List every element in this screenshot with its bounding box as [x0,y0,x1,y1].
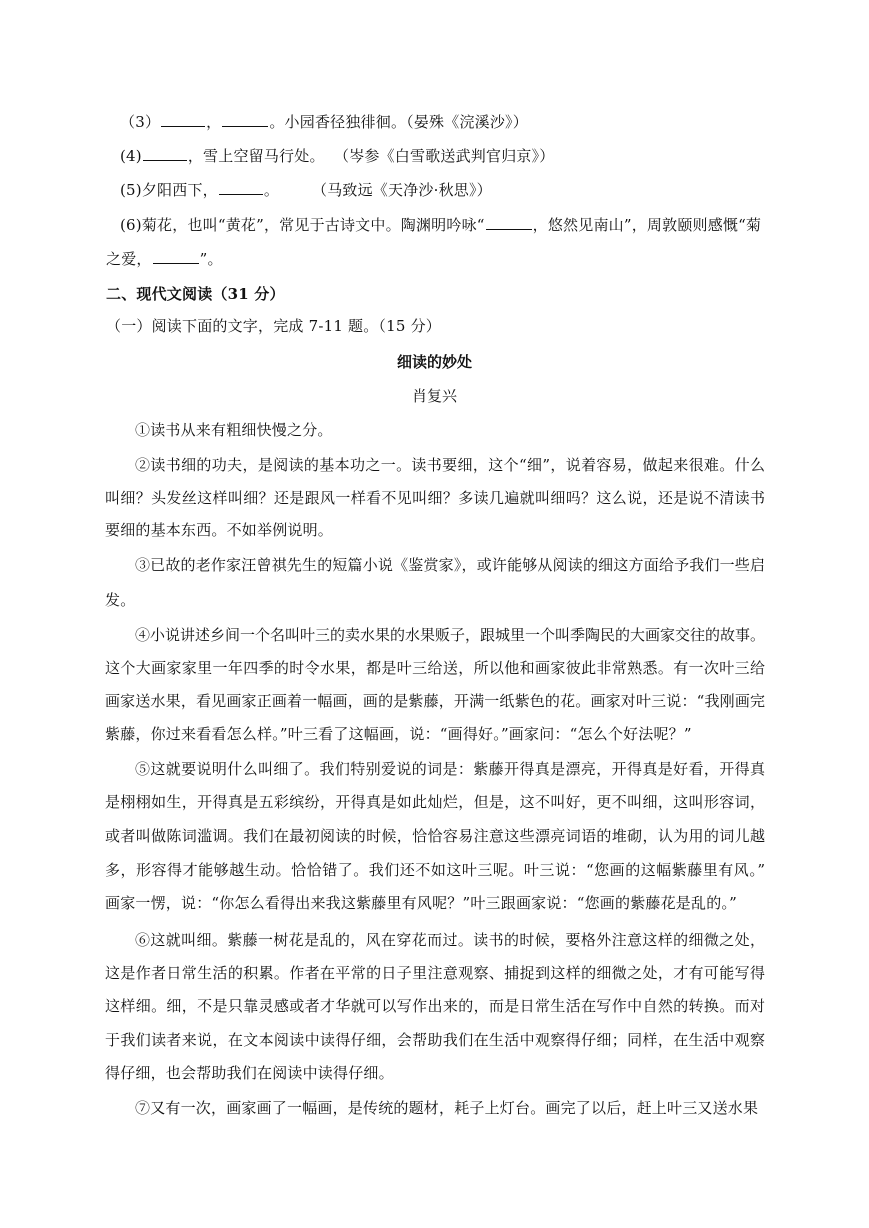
article-line: 紫藤，你过来看看怎么样。”叶三看了这幅画，说：“画得好。”画家问：“怎么个好法呢？” [105,725,692,743]
article-author: 肖复兴 [411,387,457,405]
article-line: 画家一愣，说：“你怎么看得出来我这紫藤里有风呢？”叶三跟画家说：“您画的紫藤花是乱的。” [105,894,737,912]
question-3-sep: ， [206,113,222,131]
article-line: ④小说讲述乡间一个名叫叶三的卖水果的水果贩子，跟城里一个叫季陶民的大画家交往的故事。 [135,626,766,644]
answer-blank[interactable] [161,112,205,127]
section-heading: 二、现代文阅读（31 分） [106,285,285,303]
question-3-prefix: （3） [120,113,161,131]
question-6-line-1 [120,215,761,235]
answer-blank[interactable] [153,249,199,264]
article-line: 叫细？头发丝这样叫细？还是跟风一样看不见叫细？多读几遍就叫细吗？这么说，还是说不清读书 [105,489,765,507]
question-5-prefix: (5)夕阳西下， [120,181,218,199]
article-line: ③已故的老作家汪曾祺先生的短篇小说《鉴赏家》，或许能够从阅读的细这方面给予我们一些启 [135,556,765,574]
question-4-prefix: (4) [120,147,142,165]
article-title: 细读的妙处 [396,353,472,371]
article-line: 要细的基本东西。不如举例说明。 [105,521,334,539]
article-line: 是栩栩如生，开得真是五彩缤纷，开得真是如此灿烂，但是，这不叫好，更不叫细，这叫形容词， [105,793,765,811]
answer-blank[interactable] [486,215,532,230]
article-line: 发。 [105,591,136,609]
question-4-source: （岑参《白雪歌送武判官归京》） [334,147,555,165]
article-line: 或者叫做陈词滥调。我们在最初阅读的时候，恰恰容易注意这些漂亮词语的堆砌，认为用的词儿越 [105,827,765,845]
question-4 [120,146,325,166]
article-line: 得仔细，也会帮助我们在阅读中读得仔细。 [105,1064,394,1082]
article-line: ⑥这就叫细。紫藤一树花是乱的，风在穿花而过。读书的时候，要格外注意这样的细微之处， [135,931,765,949]
question-5-source: （马致远《天净沙·秋思》） [312,181,492,199]
question-6-text-d: ”。 [199,250,223,268]
article-line: 这样细。细，不是只靠灵感或者才华就可以写作出来的，而是日常生活在写作中自然的转换。而对 [105,997,765,1015]
article-line: 画家送水果，看见画家正画着一幅画，画的是紫藤，开满一纸紫色的花。画家对叶三说：“我刚画完 [105,692,765,710]
section-instruction: （一）阅读下面的文字，完成 7-11 题。（15 分） [106,317,441,335]
question-5-tail: 。 [263,181,280,199]
article-line: ⑦又有一次，画家画了一幅画，是传统的题材，耗子上灯台。画完了以后，赶上叶三又送水果 [135,1099,759,1117]
question-3-tail: 。小园香径独徘徊。（晏殊《浣溪沙》） [269,113,528,131]
article-line: ①读书从来有粗细快慢之分。 [135,421,333,439]
answer-blank[interactable] [143,146,187,161]
article-line: ⑤这就要说明什么叫细了。我们特别爱说的词是：紫藤开得真是漂亮，开得真是好看，开得真 [135,760,765,778]
question-6-line-2 [106,249,223,269]
question-6-text-a: (6)菊花，也叫“黄花”，常见于古诗文中。陶渊明吟咏“ [120,216,485,234]
article-line: 这个大画家家里一年四季的时令水果，都是叶三给送，所以他和画家彼此非常熟悉。有一次叶三给 [105,659,765,677]
article-line: ②读书细的功夫，是阅读的基本功之一。读书要细，这个“细”，说着容易，做起来很难。什么 [135,456,765,474]
answer-blank[interactable] [219,180,263,195]
article-line: 这是作者日常生活的积累。作者在平常的日子里注意观察、捕捉到这样的细微之处，才有可能写得 [105,964,765,982]
question-4-tail: ，雪上空留马行处。 [187,147,325,165]
question-6-text-c: 之爱， [106,250,152,268]
question-5 [120,180,279,200]
answer-blank[interactable] [222,112,268,127]
question-3 [120,112,528,132]
article-line: 于我们读者来说，在文本阅读中读得仔细，会帮助我们在生活中观察得仔细；同样，在生活中观察 [105,1031,765,1049]
question-6-text-b: ，悠然见南山”，周敦颐则感慨“菊 [532,216,762,234]
article-line: 多，形容得才能够越生动。恰恰错了。我们还不如这叶三呢。叶三说：“您画的这幅紫藤里有风。” [105,861,765,879]
